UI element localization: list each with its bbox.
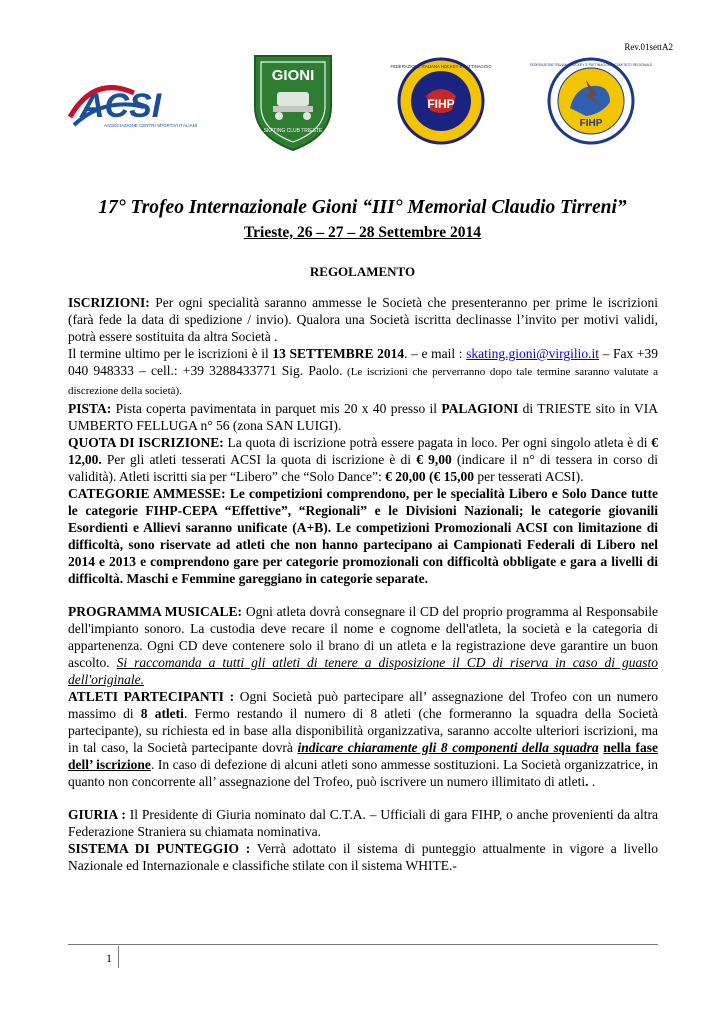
regulation-body xyxy=(68,294,658,874)
atleti-paragraph xyxy=(68,688,658,790)
punteggio-label: SISTEMA DI PUNTEGGIO : xyxy=(68,841,251,856)
document-title: 17° Trofeo Internazionale Gioni “III° Memorial Claudio Tirreni” xyxy=(98,197,627,218)
late-entries-note: (Le iscrizioni che perverranno dopo tale termine saranno valutate a discrezione della società). xyxy=(68,366,658,397)
revision-code: Rev.01settA2 xyxy=(624,42,673,52)
giuria-label: GIURIA : xyxy=(68,807,126,822)
categorie-paragraph xyxy=(68,485,658,587)
fihp-regional-logo-text: FIHP xyxy=(579,118,603,129)
giuria-text: Il Presidente di Giuria nominato dal C.T.A. – Ufficiali di gara FIHP, o anche provenienti da altra Federazione Straniera su chiamata nominativa. xyxy=(68,807,658,839)
acsi-logo-text: ACSI xyxy=(80,87,162,125)
gioni-logo-subtitle: SKATING CLUB TRIESTE xyxy=(263,128,323,134)
footer-divider xyxy=(68,944,658,945)
quota-amount-acsi: € 9,00 xyxy=(416,452,452,467)
programma-note: Si raccomanda a tutti gli atleti di tenere a disposizione il CD di riserva in caso di guasto dell'originale. xyxy=(68,655,658,687)
iscrizioni-deadline-paragraph xyxy=(68,345,658,400)
pista-text: Pista coperta pavimentata in parquet mis 20 x 40 presso il xyxy=(111,401,442,416)
punteggio-paragraph xyxy=(68,840,658,874)
atleti-label: ATLETI PARTECIPANTI : xyxy=(68,689,235,704)
quota-text-2: Per gli atleti tesserati ACSI la quota di iscrizione è di xyxy=(101,452,417,467)
paragraph-gap xyxy=(68,587,658,603)
iscrizioni-label: ISCRIZIONI: xyxy=(68,295,150,310)
atleti-text-5: . xyxy=(588,774,596,789)
logo-bar xyxy=(64,52,664,157)
pista-address: di TRIESTE sito in VIA UMBERTO FELLUGA n° 56 (zona SAN LUIGI). xyxy=(68,401,658,433)
atleti-max: 8 atleti xyxy=(140,706,184,721)
acsi-logo-tagline: ASSOCIAZIONE CENTRI SPORTIVI ITALIANI xyxy=(104,123,198,128)
quota-amount-standard: € 12,00. xyxy=(68,435,658,467)
quota-paragraph xyxy=(68,434,658,485)
atleti-text-2: . Fermo restando il numero di 8 atleti (che formeranno la squadra della Società partecipante), su richiesta ed in base alla disponibilità organizzativa, saranno accolte ulteriori iscrizioni, ma in tal caso, la Società partecipante dovrà xyxy=(68,706,658,755)
section-heading: REGOLAMENTO xyxy=(309,264,416,279)
atleti-emphasis-1: indicare chiaramente gli 8 componenti della squadra xyxy=(297,740,599,755)
fihp-logo-ring-text: FEDERAZIONE ITALIANA HOCKEY E PATTINAGGIO xyxy=(390,64,492,69)
categorie-text: Le competizioni comprendono, per le specialità Libero e Solo Dance tutte le categorie FIHP-CEPA “Effettive”, “Regionali” e le Divisioni Nazionali; le categorie giovanili Esordienti e Allievi saranno unificate (A+B). Le competizioni Promozionali ACSI con limitazione di difficoltà, sono riservate ad atleti che non hanno partecipano ai Campionati Federali di Libero nel 2014 e 2013 e comprendono gare per categorie promozionali con difficoltà obbligate e gara a livelli di difficoltà. Maschi e Femmine gareggiano in categorie separate. xyxy=(68,486,658,586)
pista-paragraph xyxy=(68,400,658,434)
iscrizioni-text: Per ogni specialità saranno ammesse le Società che presenteranno per prime le iscrizioni (farà fede la data di spedizione / invio). Qualora una Società iscritta declinasse l’invito per motivi validi, potrà essere sostituita da altra Società . xyxy=(68,295,658,344)
quota-text-3: (indicare il n° di tessera in corso di validità). Atleti iscritti sia per “Libero” che “Solo Dance”: xyxy=(68,452,659,484)
email-link[interactable]: skating.gioni@virgilio.it xyxy=(466,346,600,361)
email-intro: . – e mail : xyxy=(404,346,467,361)
deadline-intro: Il termine ultimo per le iscrizioni è il xyxy=(68,346,273,361)
quota-label: QUOTA DI ISCRIZIONE: xyxy=(68,435,224,450)
gioni-skating-club-logo xyxy=(251,52,335,152)
fihp-logo xyxy=(390,56,492,146)
quota-amount-combined: € 20,00 (€ 15,00 xyxy=(385,469,475,484)
deadline-date: 13 SETTEMBRE 2014 xyxy=(272,346,405,361)
fihp-regional-logo-ring-text: FEDERAZIONE ITALIANA HOCKEY E PATTINAGGIO · COMITATO REGIONALE xyxy=(529,63,653,67)
punteggio-text: Verrà adottato il sistema di punteggio attualmente in vigore a livello Nazionale ed Internazionale e classifiche stilate con il sistema WHITE.- xyxy=(68,841,658,873)
categorie-label: CATEGORIE AMMESSE: xyxy=(68,486,226,501)
atleti-dot: . xyxy=(585,774,589,789)
pista-label: PISTA: xyxy=(68,401,112,416)
atleti-emphasis-2: nella fase dell’ iscrizione xyxy=(68,740,659,772)
quota-text-1: La quota di iscrizione potrà essere pagata in loco. Per ogni singolo atleta è di xyxy=(223,435,652,450)
paragraph-gap xyxy=(68,790,658,806)
quota-text-4: per tesserati ACSI). xyxy=(474,469,584,484)
fihp-logo-text: FIHP xyxy=(427,97,455,111)
fihp-regional-logo xyxy=(529,56,653,146)
atleti-text-1: Ogni Società può partecipare all’ assegnazione del Trofeo con un numero massimo di xyxy=(68,689,658,721)
page-number: 1 xyxy=(106,951,112,965)
acsi-logo xyxy=(64,67,198,137)
contact-text: – Fax +39 040 948333 – cell.: +39 3288433771 Sig. Paolo. xyxy=(68,346,658,378)
giuria-paragraph xyxy=(68,806,658,840)
programma-label: PROGRAMMA MUSICALE: xyxy=(68,604,243,619)
programma-paragraph xyxy=(68,603,658,688)
document-subtitle: Trieste, 26 – 27 – 28 Settembre 2014 xyxy=(243,224,482,241)
atleti-text-4: . In caso di defezione di alcuni atleti sono ammesse sostituzioni. La Società organizzatrice, in quanto non concorrente all’ assegnazione del Trofeo, può iscrivere un numero illimitato di atleti xyxy=(68,757,659,789)
gioni-logo-text: GIONI xyxy=(271,67,315,84)
pista-venue: PALAGIONI xyxy=(441,401,519,416)
programma-text: Ogni atleta dovrà consegnare il CD del proprio programma al Responsabile dell'impianto sonoro. La custodia deve recare il nome e cognome dell'atleta, la società e la categoria di appartenenza. Ogni CD deve contenere solo il brano di un atleta e la registrazione deve garantire un buon ascolto. xyxy=(68,604,658,670)
iscrizioni-paragraph xyxy=(68,294,658,345)
page-number-separator xyxy=(118,946,119,968)
